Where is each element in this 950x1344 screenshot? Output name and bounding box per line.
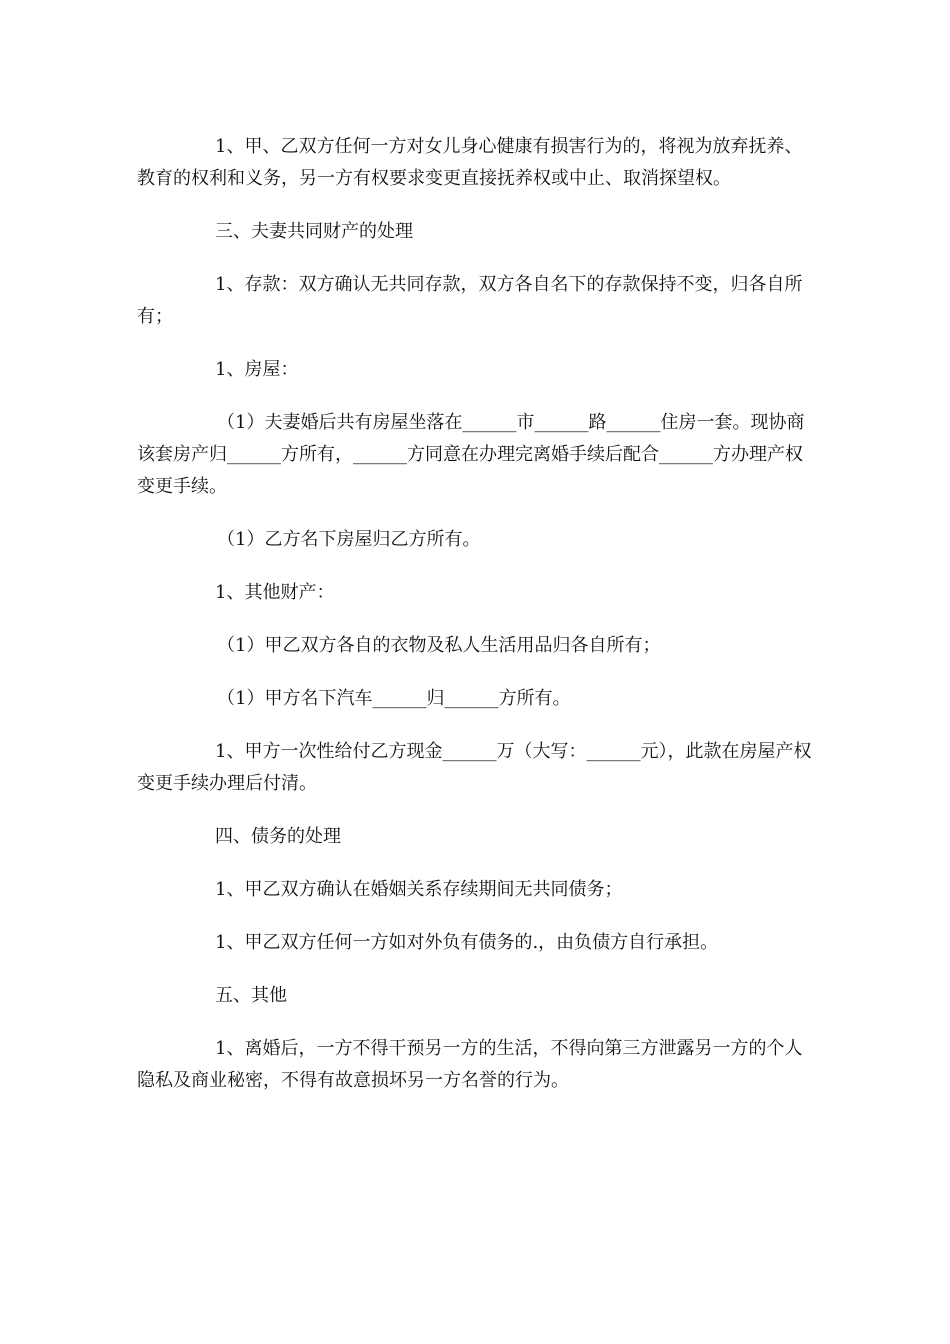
clause-child-harm-paragraph: 1、甲、乙双方任何一方对女儿身心健康有损害行为的，将视为放弃抚养、教育的权利和义务，另一方有权要求变更直接抚养权或中止、取消探望权。: [137, 136, 803, 189]
document-body: [137, 131, 813, 1118]
clause-car-paragraph: （1）甲方名下汽车______归______方所有。: [217, 688, 571, 709]
clause-shared-house-paragraph: （1）夫妻婚后共有房屋坐落在______市______路______住房一套。现协商该套房产归______方所有，______方同意在办理完离婚手续后配合______方办理产权变更手续。: [137, 412, 805, 497]
clause-no-joint-debt-paragraph: 1、甲乙双方确认在婚姻关系存续期间无共同债务；: [215, 879, 623, 900]
clause-party-b-house-paragraph: （1）乙方名下房屋归乙方所有。: [217, 529, 481, 550]
section-heading-other: 五、其他: [215, 985, 287, 1006]
clause-cash-payment-paragraph: 1、甲方一次性给付乙方现金______万（大写：______元），此款在房屋产权变更手续办理后付清。: [137, 741, 812, 794]
clause-personal-items-paragraph: （1）甲乙双方各自的衣物及私人生活用品归各自所有；: [217, 635, 661, 656]
clause-housing-heading: 1、房屋：: [215, 359, 299, 380]
clause-privacy-paragraph: 1、离婚后，一方不得干预另一方的生活，不得向第三方泄露另一方的个人隐私及商业秘密，不得有故意损坏另一方名誉的行为。: [137, 1038, 803, 1091]
clause-deposits-paragraph: 1、存款：双方确认无共同存款，双方各自名下的存款保持不变，归各自所有；: [137, 274, 803, 327]
section-heading-joint-property: 三、夫妻共同财产的处理: [215, 221, 413, 242]
clause-other-property-heading: 1、其他财产：: [215, 582, 335, 603]
clause-debt-responsibility-paragraph: 1、甲乙双方任何一方如对外负有债务的.，由负债方自行承担。: [215, 932, 719, 953]
section-heading-debts: 四、债务的处理: [215, 826, 341, 847]
